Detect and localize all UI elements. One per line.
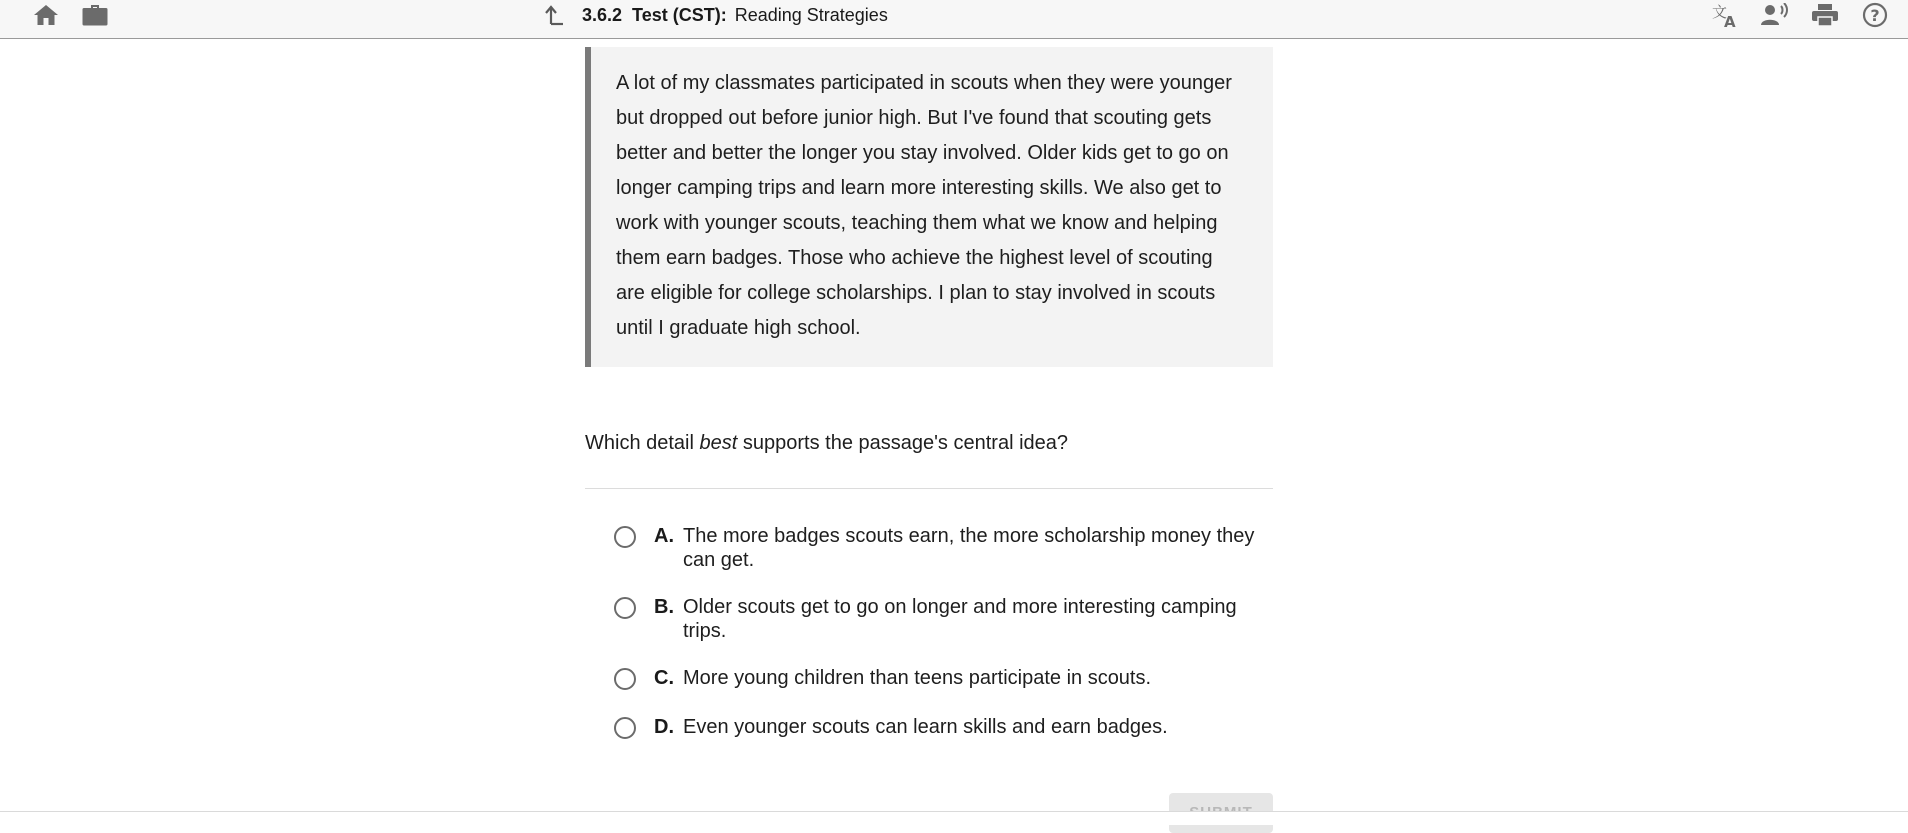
passage-line: A lot of my classmates participated in scouts when they were younger <box>616 72 1232 94</box>
answer-option-c[interactable] <box>614 666 1264 690</box>
bottom-edge <box>0 811 1908 825</box>
lesson-title <box>542 0 888 30</box>
passage-line: them earn badges. Those who achieve the highest level of scouting <box>616 247 1213 269</box>
radio-button-a[interactable] <box>614 526 636 548</box>
up-level-icon[interactable] <box>542 3 566 27</box>
answer-option-a[interactable] <box>614 524 1264 572</box>
question-prompt <box>585 432 1068 455</box>
passage-text <box>616 66 1249 346</box>
lesson-number: 3.6.2 <box>582 4 623 25</box>
option-text: Older scouts get to go on longer and more interesting camping trips. <box>683 596 1237 642</box>
translate-icon[interactable] <box>1710 0 1740 30</box>
question-emphasis: best <box>699 432 738 454</box>
passage-line: better and better the longer you stay involved. Older kids get to go on <box>616 142 1229 164</box>
reading-passage <box>585 47 1273 367</box>
passage-line: are eligible for college scholarships. I plan to stay involved in scouts <box>616 282 1216 304</box>
answer-option-d[interactable] <box>614 715 1264 739</box>
option-text: More young children than teens participate in scouts. <box>683 667 1152 689</box>
option-letter: A. <box>654 525 674 547</box>
lesson-name: Reading Strategies <box>734 4 888 25</box>
option-text: Even younger scouts can learn skills and earn badges. <box>683 716 1168 738</box>
question-suffix: supports the passage's central idea? <box>737 432 1069 454</box>
passage-line: but dropped out before junior high. But I've found that scouting gets <box>616 107 1212 129</box>
passage-line: work with younger scouts, teaching them what we know and helping <box>616 212 1218 234</box>
option-letter: B. <box>654 596 674 618</box>
text-to-speech-icon[interactable] <box>1760 0 1790 30</box>
radio-button-b[interactable] <box>614 597 636 619</box>
option-text: The more badges scouts earn, the more scholarship money they can get. <box>683 525 1255 571</box>
radio-button-c[interactable] <box>614 668 636 690</box>
svg-text:文: 文 <box>1712 3 1728 21</box>
svg-text:?: ? <box>1870 6 1880 25</box>
passage-line: until I graduate high school. <box>616 317 861 339</box>
lesson-type: Test (CST): <box>632 4 727 25</box>
option-letter: D. <box>654 716 674 738</box>
help-icon[interactable] <box>1860 0 1890 30</box>
svg-text:A: A <box>1724 13 1736 28</box>
briefcase-icon[interactable] <box>80 0 110 30</box>
print-icon[interactable] <box>1810 0 1840 30</box>
passage-line: longer camping trips and learn more interesting skills. We also get to <box>616 177 1222 199</box>
top-toolbar <box>0 0 1908 39</box>
radio-button-d[interactable] <box>614 717 636 739</box>
question-divider <box>585 488 1273 489</box>
home-icon[interactable] <box>31 0 61 30</box>
question-prefix: Which detail <box>585 432 700 454</box>
option-letter: C. <box>654 667 674 689</box>
answer-option-b[interactable] <box>614 595 1264 643</box>
